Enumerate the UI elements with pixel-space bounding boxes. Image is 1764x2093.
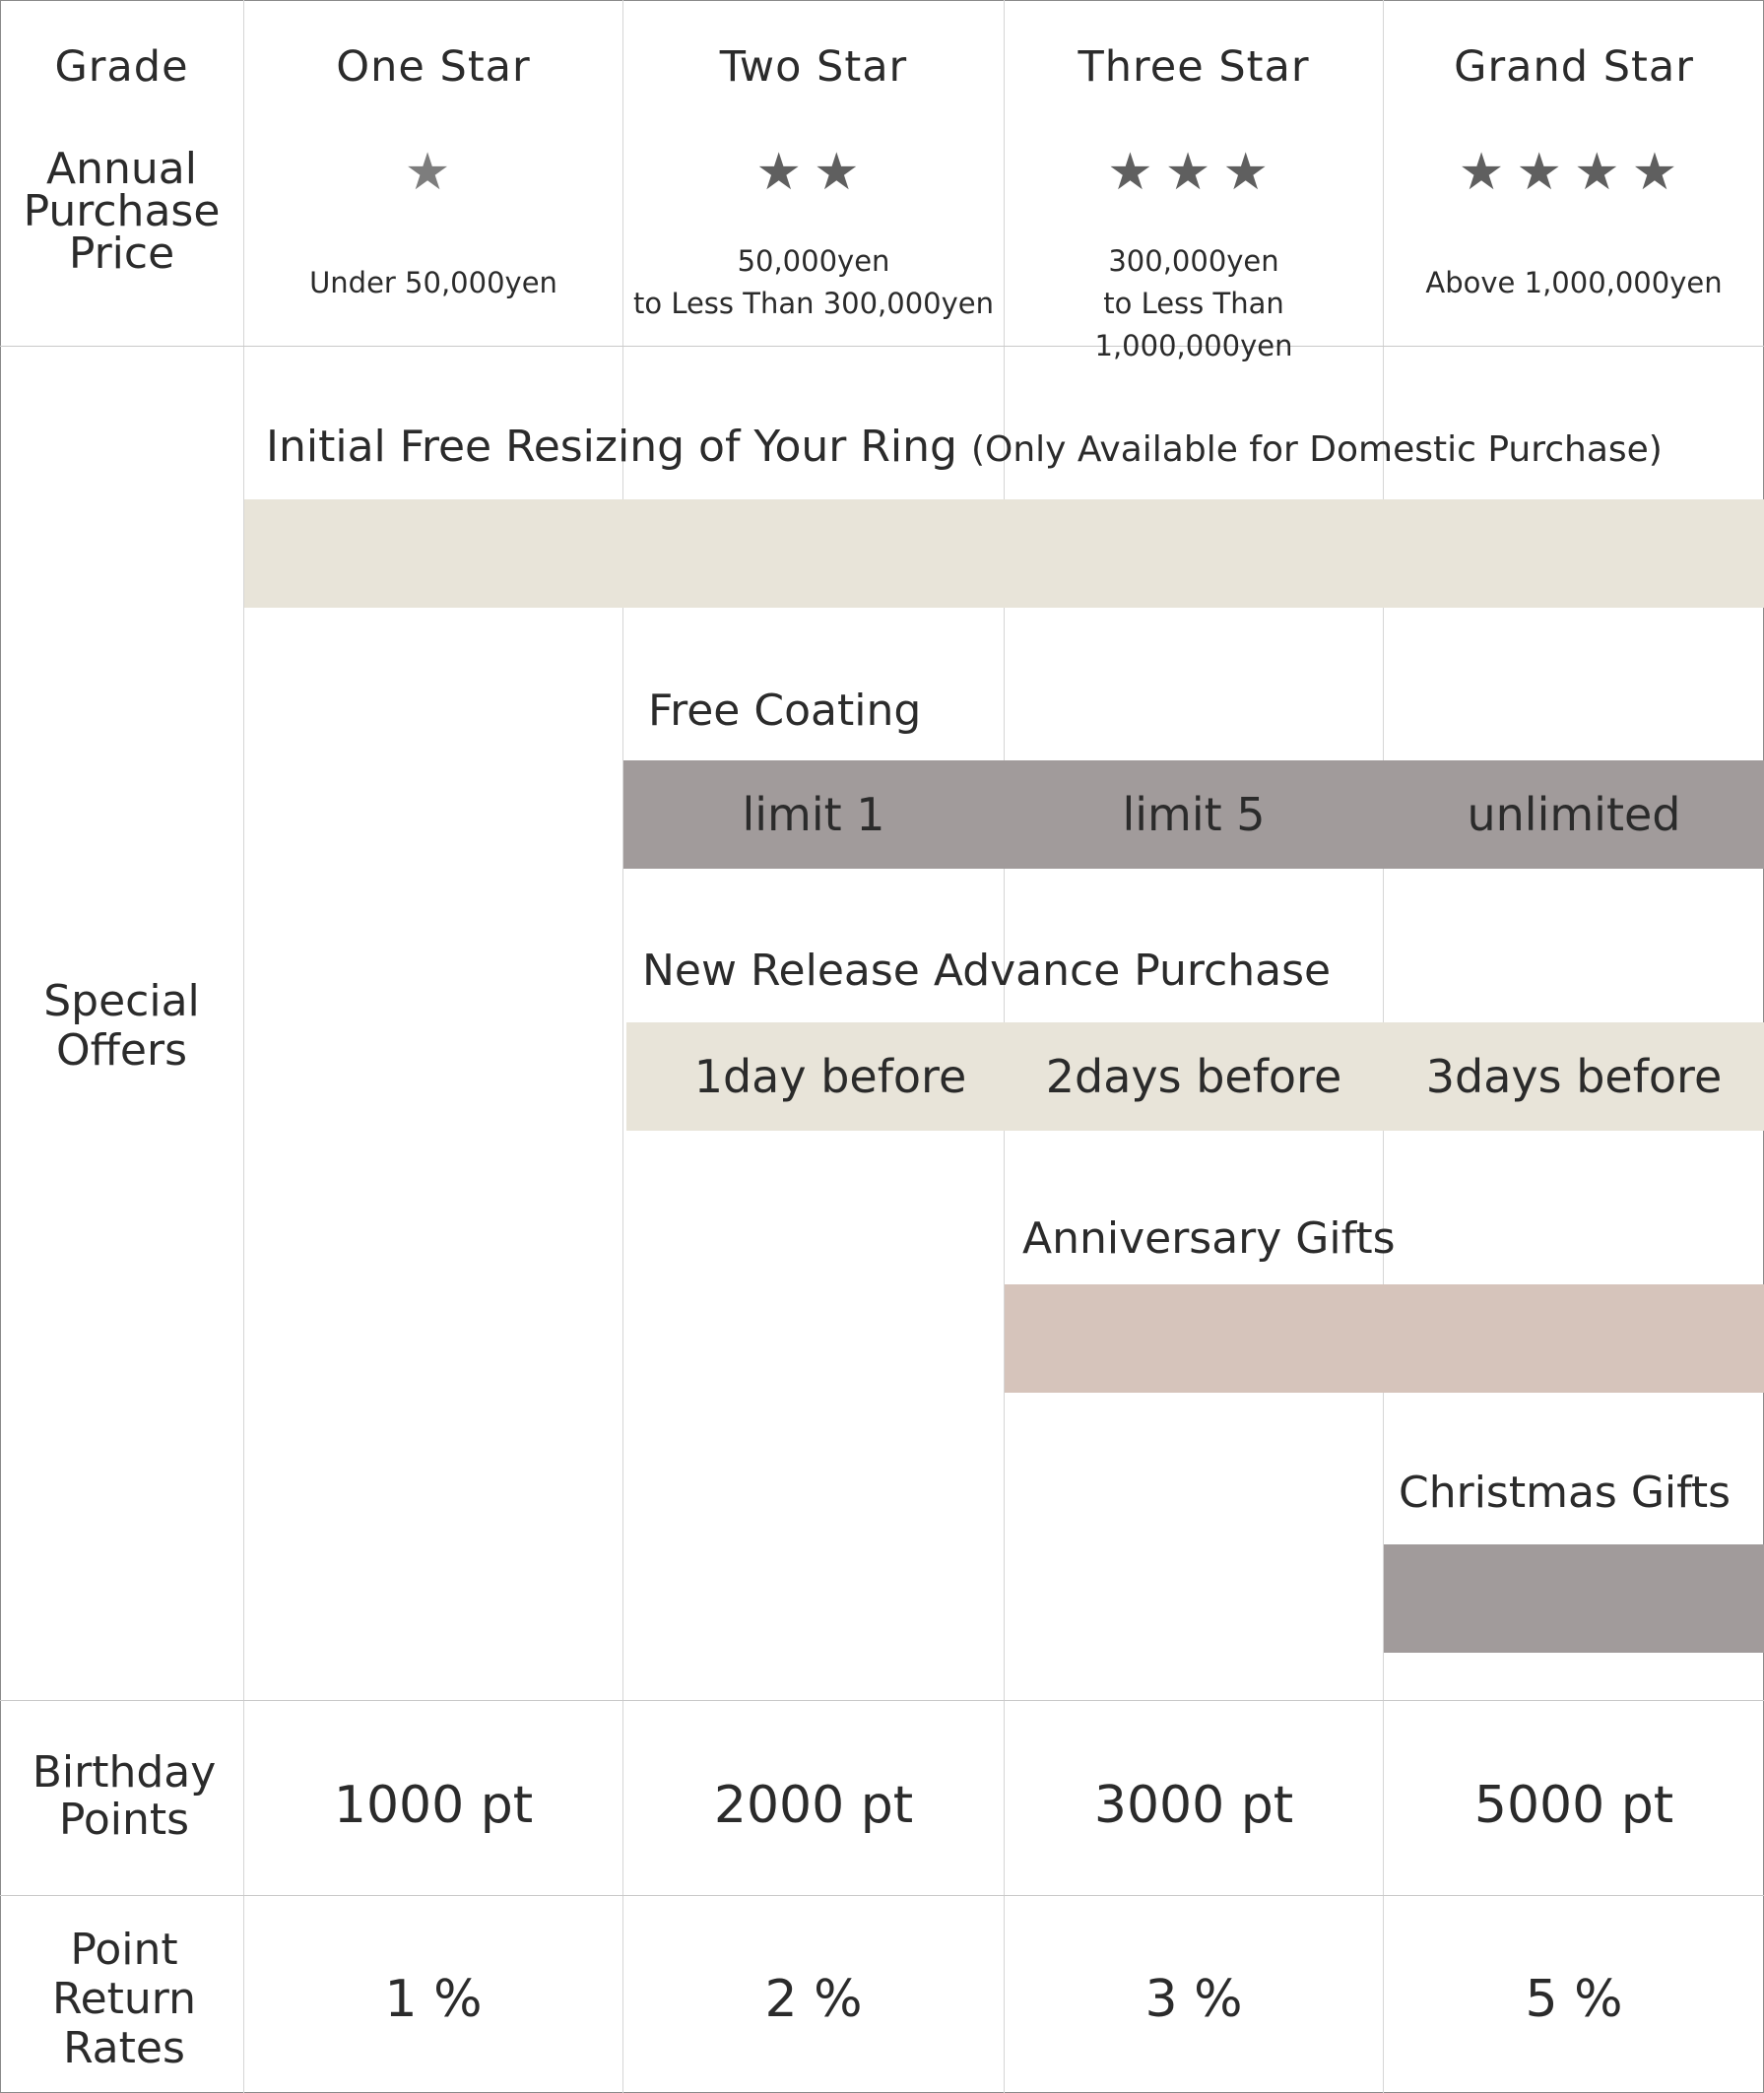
price-grand-star: Above 1,000,000yen — [1425, 266, 1723, 299]
rate-grand-star: 5 % — [1525, 1970, 1623, 2029]
star-icon: ★ — [1164, 143, 1223, 202]
resizing-band — [244, 499, 1764, 608]
star-icon: ★ — [1222, 143, 1280, 202]
annual-purchase-price-label: Annual Purchase Price — [23, 144, 221, 279]
star-rating — [244, 143, 622, 202]
star-icon: ★ — [1458, 143, 1517, 202]
star-rating — [1005, 143, 1383, 202]
resizing-title: Initial Free Resizing of Your Ring (Only Available for Domestic Purchase) — [266, 422, 1663, 472]
star-icon: ★ — [814, 143, 872, 202]
rate-three-star: 3 % — [1144, 1970, 1243, 2029]
birthday-grand-star: 5000 pt — [1473, 1776, 1674, 1835]
anniversary-title: Anniversary Gifts — [1022, 1213, 1396, 1264]
birthday-one-star: 1000 pt — [333, 1776, 534, 1835]
return-rates-label: Point Return Rates — [51, 1925, 196, 2073]
coating-two-star: limit 1 — [742, 788, 885, 841]
star-rating — [1384, 143, 1764, 202]
row-divider — [0, 1700, 1764, 1701]
rate-two-star: 2 % — [764, 1970, 863, 2029]
grade-three-star: Three Star — [1078, 42, 1310, 92]
star-icon: ★ — [404, 143, 463, 202]
price-three-star: 300,000yen to Less Than 1,000,000yen — [1094, 244, 1293, 362]
advance-grand-star: 3days before — [1425, 1050, 1723, 1103]
row-divider — [0, 1895, 1764, 1896]
row-divider — [0, 346, 1764, 347]
grade-label: Grade — [54, 42, 189, 92]
birthday-points-label: Birthday Points — [32, 1747, 217, 1845]
rate-one-star: 1 % — [384, 1970, 483, 2029]
grade-grand-star: Grand Star — [1454, 42, 1694, 92]
birthday-two-star: 2000 pt — [713, 1776, 914, 1835]
advance-three-star: 2days before — [1045, 1050, 1342, 1103]
christmas-band — [1384, 1544, 1764, 1653]
christmas-title: Christmas Gifts — [1399, 1468, 1731, 1518]
birthday-three-star: 3000 pt — [1093, 1776, 1294, 1835]
price-two-star: 50,000yen to Less Than 300,000yen — [632, 244, 995, 320]
advance-title: New Release Advance Purchase — [642, 946, 1332, 996]
coating-grand-star: unlimited — [1467, 788, 1681, 841]
star-icon: ★ — [1107, 143, 1165, 202]
grade-one-star: One Star — [336, 42, 531, 92]
star-icon: ★ — [755, 143, 814, 202]
grade-two-star: Two Star — [719, 42, 908, 92]
star-icon: ★ — [1574, 143, 1632, 202]
coating-title: Free Coating — [648, 686, 922, 736]
star-rating — [623, 143, 1004, 202]
coating-three-star: limit 5 — [1122, 788, 1266, 841]
star-icon: ★ — [1516, 143, 1574, 202]
star-icon: ★ — [1631, 143, 1690, 202]
price-one-star: Under 50,000yen — [309, 266, 557, 299]
anniversary-band — [1005, 1284, 1764, 1393]
advance-two-star: 1day before — [693, 1050, 967, 1103]
special-offers-label: Special Offers — [43, 976, 200, 1076]
